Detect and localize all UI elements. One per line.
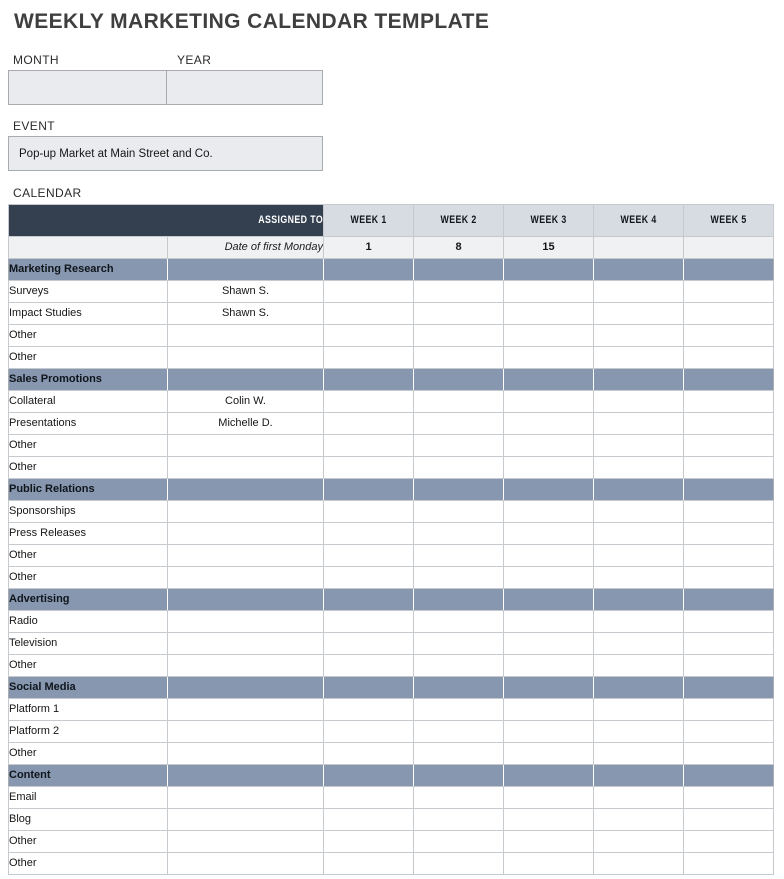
week-cell[interactable] [504, 281, 594, 303]
week-cell[interactable] [504, 567, 594, 589]
task-row [9, 281, 774, 303]
week-cell[interactable] [324, 325, 414, 347]
week-cell[interactable] [504, 721, 594, 743]
week-cell[interactable] [414, 611, 504, 633]
section-name-cell: Public Relations [9, 479, 168, 501]
assigned-cell[interactable] [168, 655, 324, 677]
section-name-cell: Social Media [9, 677, 168, 699]
week-5-header: WEEK 5 [684, 205, 774, 237]
week-cell[interactable] [504, 325, 594, 347]
week-cell[interactable] [594, 853, 684, 875]
task-row [9, 391, 774, 413]
week-cell[interactable] [414, 325, 504, 347]
task-name-cell: Blog [9, 809, 168, 831]
section-assigned-cell[interactable] [168, 479, 324, 501]
week-cell[interactable] [414, 347, 504, 369]
week-cell[interactable] [684, 391, 774, 413]
week-cell[interactable] [594, 699, 684, 721]
section-week-cell[interactable] [324, 765, 414, 787]
week-cell[interactable] [594, 831, 684, 853]
assigned-cell[interactable]: Michelle D. [168, 413, 324, 435]
assigned-cell[interactable] [168, 567, 324, 589]
week-2-header: WEEK 2 [414, 205, 504, 237]
week-cell[interactable] [414, 303, 504, 325]
section-week-cell[interactable] [594, 259, 684, 281]
task-row [9, 435, 774, 457]
assigned-cell[interactable] [168, 347, 324, 369]
week-cell[interactable] [504, 501, 594, 523]
week-cell[interactable] [684, 787, 774, 809]
week-cell[interactable] [684, 743, 774, 765]
task-name-cell: Collateral [9, 391, 168, 413]
section-row [9, 479, 774, 501]
assigned-cell[interactable] [168, 545, 324, 567]
section-name-cell: Advertising [9, 589, 168, 611]
task-name-cell: Other [9, 545, 168, 567]
task-row [9, 347, 774, 369]
section-week-cell[interactable] [414, 589, 504, 611]
section-name-cell: Sales Promotions [9, 369, 168, 391]
week-cell[interactable] [324, 655, 414, 677]
task-row [9, 721, 774, 743]
task-name-cell: Email [9, 787, 168, 809]
week-cell[interactable] [324, 567, 414, 589]
week-cell[interactable] [684, 633, 774, 655]
week-cell[interactable] [504, 611, 594, 633]
task-name-cell: Other [9, 743, 168, 765]
task-row [9, 809, 774, 831]
assigned-cell[interactable] [168, 699, 324, 721]
week-cell[interactable] [594, 611, 684, 633]
event-input[interactable]: Pop-up Market at Main Street and Co. [8, 136, 323, 171]
task-row [9, 523, 774, 545]
week-cell[interactable] [414, 435, 504, 457]
week-cell[interactable] [324, 787, 414, 809]
week-cell[interactable] [504, 457, 594, 479]
week-cell[interactable] [594, 787, 684, 809]
week-cell[interactable] [684, 523, 774, 545]
week-cell[interactable] [414, 391, 504, 413]
week-cell[interactable] [684, 567, 774, 589]
section-week-cell[interactable] [324, 369, 414, 391]
week-cell[interactable] [594, 457, 684, 479]
week-cell[interactable] [414, 699, 504, 721]
task-name-cell: Other [9, 567, 168, 589]
week-cell[interactable] [324, 853, 414, 875]
week-cell[interactable] [324, 721, 414, 743]
assigned-cell[interactable] [168, 809, 324, 831]
section-row [9, 369, 774, 391]
assigned-cell[interactable]: Colin W. [168, 391, 324, 413]
section-week-cell[interactable] [504, 589, 594, 611]
assigned-cell[interactable]: Shawn S. [168, 281, 324, 303]
week-cell[interactable] [684, 457, 774, 479]
week-cell[interactable] [684, 853, 774, 875]
week-cell[interactable] [594, 633, 684, 655]
section-week-cell[interactable] [504, 259, 594, 281]
week-cell[interactable] [324, 611, 414, 633]
calendar-label: CALENDAR [13, 186, 82, 200]
week-1-date-cell[interactable]: 1 [324, 237, 414, 259]
task-row [9, 699, 774, 721]
date-row-spacer-cell[interactable] [9, 237, 168, 259]
calendar-header-row [9, 205, 774, 237]
task-name-cell: Presentations [9, 413, 168, 435]
section-week-cell[interactable] [414, 259, 504, 281]
week-cell[interactable] [594, 435, 684, 457]
section-week-cell[interactable] [684, 479, 774, 501]
assigned-cell[interactable] [168, 325, 324, 347]
assigned-cell[interactable] [168, 523, 324, 545]
section-week-cell[interactable] [414, 369, 504, 391]
assigned-to-header: ASSIGNED TO [9, 205, 324, 237]
week-cell[interactable] [594, 809, 684, 831]
section-assigned-cell[interactable] [168, 677, 324, 699]
week-cell[interactable] [414, 457, 504, 479]
section-week-cell[interactable] [684, 369, 774, 391]
week-cell[interactable] [324, 347, 414, 369]
task-row [9, 303, 774, 325]
week-cell[interactable] [324, 501, 414, 523]
section-week-cell[interactable] [414, 479, 504, 501]
assigned-cell[interactable] [168, 721, 324, 743]
week-cell[interactable] [594, 281, 684, 303]
event-label: EVENT [13, 119, 56, 133]
month-input[interactable] [8, 70, 167, 105]
section-row [9, 259, 774, 281]
week-cell[interactable] [414, 633, 504, 655]
week-cell[interactable] [414, 281, 504, 303]
task-name-cell: Radio [9, 611, 168, 633]
week-cell[interactable] [324, 523, 414, 545]
week-cell[interactable] [684, 699, 774, 721]
week-cell[interactable] [504, 523, 594, 545]
task-name-cell: Other [9, 435, 168, 457]
week-cell[interactable] [504, 435, 594, 457]
section-assigned-cell[interactable] [168, 589, 324, 611]
week-cell[interactable] [504, 787, 594, 809]
task-row [9, 567, 774, 589]
section-week-cell[interactable] [324, 589, 414, 611]
week-cell[interactable] [594, 721, 684, 743]
week-cell[interactable] [684, 325, 774, 347]
week-cell[interactable] [684, 655, 774, 677]
week-cell[interactable] [414, 831, 504, 853]
task-row [9, 501, 774, 523]
task-row [9, 743, 774, 765]
task-row [9, 655, 774, 677]
section-week-cell[interactable] [504, 677, 594, 699]
task-name-cell: Sponsorships [9, 501, 168, 523]
week-cell[interactable] [684, 545, 774, 567]
task-row [9, 611, 774, 633]
task-name-cell: Other [9, 457, 168, 479]
task-name-cell: Other [9, 347, 168, 369]
week-cell[interactable] [594, 303, 684, 325]
assigned-cell[interactable] [168, 611, 324, 633]
year-label: YEAR [177, 53, 212, 67]
section-row [9, 677, 774, 699]
week-cell[interactable] [594, 413, 684, 435]
week-cell[interactable] [594, 501, 684, 523]
week-cell[interactable] [324, 281, 414, 303]
task-name-cell: Other [9, 853, 168, 875]
date-row-label: Date of first Monday [168, 237, 324, 259]
week-cell[interactable] [594, 347, 684, 369]
section-assigned-cell[interactable] [168, 765, 324, 787]
week-cell[interactable] [414, 787, 504, 809]
week-cell[interactable] [684, 347, 774, 369]
week-cell[interactable] [684, 413, 774, 435]
task-row [9, 633, 774, 655]
week-cell[interactable] [324, 435, 414, 457]
task-name-cell: Television [9, 633, 168, 655]
week-cell[interactable] [684, 303, 774, 325]
week-cell[interactable] [594, 567, 684, 589]
week-cell[interactable] [414, 853, 504, 875]
assigned-cell[interactable] [168, 853, 324, 875]
week-cell[interactable] [324, 831, 414, 853]
section-week-cell[interactable] [684, 259, 774, 281]
section-week-cell[interactable] [684, 589, 774, 611]
week-1-header: WEEK 1 [324, 205, 414, 237]
week-cell[interactable] [324, 391, 414, 413]
week-cell[interactable] [324, 633, 414, 655]
week-cell[interactable] [414, 567, 504, 589]
task-row [9, 413, 774, 435]
week-cell[interactable] [504, 699, 594, 721]
task-name-cell: Platform 1 [9, 699, 168, 721]
section-week-cell[interactable] [324, 677, 414, 699]
task-row [9, 787, 774, 809]
section-week-cell[interactable] [504, 765, 594, 787]
week-cell[interactable] [324, 699, 414, 721]
week-cell[interactable] [324, 743, 414, 765]
task-name-cell: Other [9, 831, 168, 853]
section-week-cell[interactable] [504, 369, 594, 391]
week-cell[interactable] [504, 633, 594, 655]
task-row [9, 853, 774, 875]
assigned-cell[interactable] [168, 787, 324, 809]
task-name-cell: Impact Studies [9, 303, 168, 325]
task-row [9, 325, 774, 347]
week-cell[interactable] [324, 545, 414, 567]
section-assigned-cell[interactable] [168, 369, 324, 391]
section-week-cell[interactable] [684, 677, 774, 699]
week-3-date-cell[interactable]: 15 [504, 237, 594, 259]
week-cell[interactable] [504, 655, 594, 677]
week-cell[interactable] [504, 545, 594, 567]
week-cell[interactable] [504, 743, 594, 765]
section-week-cell[interactable] [504, 479, 594, 501]
assigned-cell[interactable] [168, 831, 324, 853]
section-row [9, 589, 774, 611]
week-cell[interactable] [324, 809, 414, 831]
week-cell[interactable] [414, 545, 504, 567]
week-cell[interactable] [324, 413, 414, 435]
section-week-cell[interactable] [594, 479, 684, 501]
week-cell[interactable] [684, 721, 774, 743]
week-cell[interactable] [684, 281, 774, 303]
week-cell[interactable] [414, 743, 504, 765]
date-row [9, 237, 774, 259]
week-cell[interactable] [594, 743, 684, 765]
task-name-cell: Platform 2 [9, 721, 168, 743]
week-cell[interactable] [684, 809, 774, 831]
week-4-date-cell[interactable] [594, 237, 684, 259]
section-name-cell: Content [9, 765, 168, 787]
week-cell[interactable] [684, 435, 774, 457]
section-week-cell[interactable] [324, 479, 414, 501]
week-2-date-cell[interactable]: 8 [414, 237, 504, 259]
week-cell[interactable] [504, 347, 594, 369]
assigned-cell[interactable] [168, 457, 324, 479]
week-cell[interactable] [414, 655, 504, 677]
section-week-cell[interactable] [594, 369, 684, 391]
year-input[interactable] [167, 70, 323, 105]
week-cell[interactable] [324, 303, 414, 325]
week-cell[interactable] [414, 501, 504, 523]
task-name-cell: Surveys [9, 281, 168, 303]
month-label: MONTH [13, 53, 59, 67]
section-week-cell[interactable] [414, 765, 504, 787]
page-title: WEEKLY MARKETING CALENDAR TEMPLATE [14, 10, 490, 33]
week-cell[interactable] [684, 611, 774, 633]
week-cell[interactable] [594, 523, 684, 545]
section-week-cell[interactable] [684, 765, 774, 787]
week-3-header: WEEK 3 [504, 205, 594, 237]
assigned-cell[interactable]: Shawn S. [168, 303, 324, 325]
section-row [9, 765, 774, 787]
week-cell[interactable] [594, 391, 684, 413]
task-name-cell: Other [9, 325, 168, 347]
task-row [9, 831, 774, 853]
assigned-cell[interactable] [168, 501, 324, 523]
week-cell[interactable] [504, 853, 594, 875]
week-cell[interactable] [504, 413, 594, 435]
week-cell[interactable] [414, 523, 504, 545]
week-cell[interactable] [414, 721, 504, 743]
assigned-cell[interactable] [168, 743, 324, 765]
week-cell[interactable] [504, 391, 594, 413]
week-cell[interactable] [594, 325, 684, 347]
week-cell[interactable] [414, 413, 504, 435]
assigned-cell[interactable] [168, 633, 324, 655]
task-row [9, 457, 774, 479]
week-cell[interactable] [324, 457, 414, 479]
assigned-cell[interactable] [168, 435, 324, 457]
section-week-cell[interactable] [414, 677, 504, 699]
week-cell[interactable] [504, 303, 594, 325]
week-cell[interactable] [684, 831, 774, 853]
calendar-table [8, 204, 774, 875]
week-cell[interactable] [414, 809, 504, 831]
section-week-cell[interactable] [594, 677, 684, 699]
section-week-cell[interactable] [324, 259, 414, 281]
section-assigned-cell[interactable] [168, 259, 324, 281]
task-name-cell: Other [9, 655, 168, 677]
task-name-cell: Press Releases [9, 523, 168, 545]
week-5-date-cell[interactable] [684, 237, 774, 259]
week-cell[interactable] [594, 545, 684, 567]
section-week-cell[interactable] [594, 589, 684, 611]
task-row [9, 545, 774, 567]
week-cell[interactable] [594, 655, 684, 677]
section-week-cell[interactable] [594, 765, 684, 787]
week-cell[interactable] [684, 501, 774, 523]
week-cell[interactable] [504, 809, 594, 831]
section-name-cell: Marketing Research [9, 259, 168, 281]
week-cell[interactable] [504, 831, 594, 853]
week-4-header: WEEK 4 [594, 205, 684, 237]
